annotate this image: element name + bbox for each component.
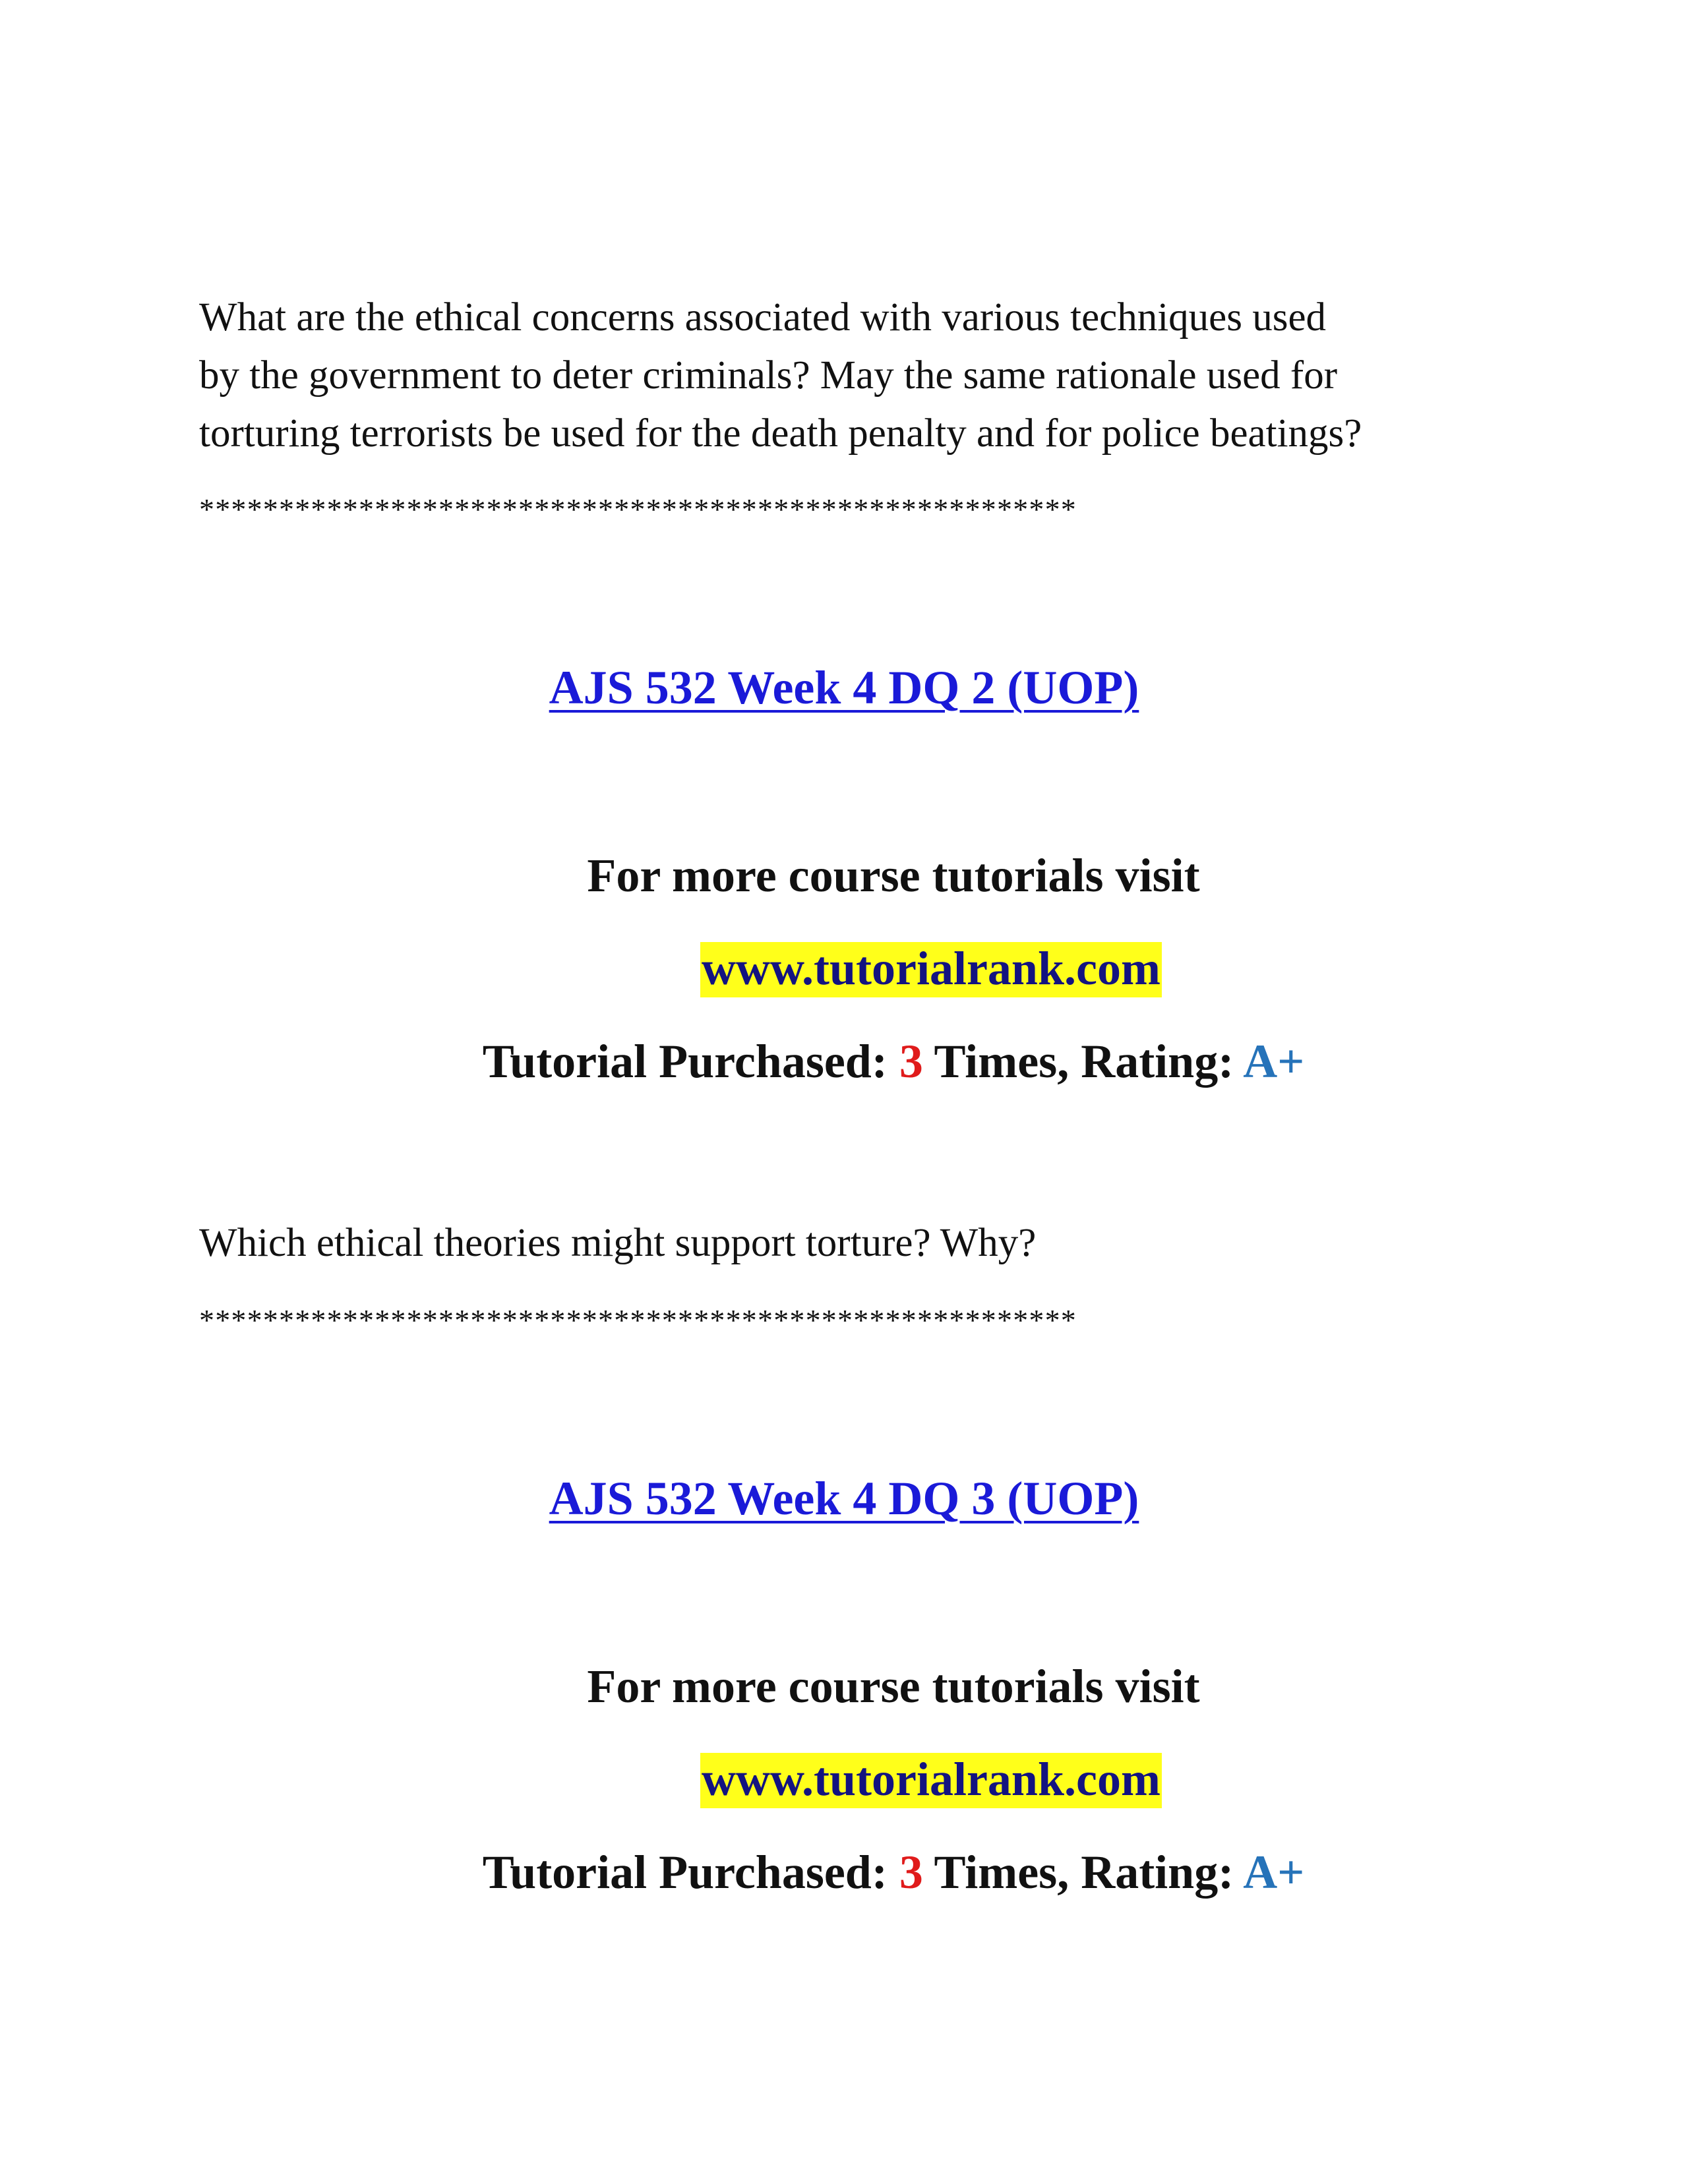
tutorial-title-2 [0,1469,1688,1528]
purchased-label: Tutorial Purchased: [482,1035,899,1088]
tutorial-title-link[interactable]: AJS 532 Week 4 DQ 3 (UOP) [549,1472,1139,1525]
site-url-2 [700,1750,1162,1809]
times-rating-label: Times, Rating: [922,1846,1244,1899]
separator-stars-1: ******************************************************* [199,492,1077,526]
visit-text-1: For more course tutorials visit [587,849,1200,902]
question-line: torturing terrorists be used for the death penalty and for police beatings? [199,411,1362,456]
purchased-count: 3 [899,1846,923,1899]
question-paragraph-1 [199,289,1518,463]
question-paragraph-2: Which ethical theories might support torture? Why? [199,1221,1037,1265]
rating-value: A+ [1243,1035,1305,1088]
question-line: What are the ethical concerns associated with various techniques used [199,295,1327,339]
separator-stars-2: ******************************************************* [199,1303,1077,1337]
rating-value: A+ [1243,1846,1305,1899]
site-url-link[interactable]: www.tutorialrank.com [700,1753,1162,1808]
purchased-count: 3 [899,1035,923,1088]
question-line: by the government to deter criminals? May the same rationale used for [199,353,1338,398]
site-url-link[interactable]: www.tutorialrank.com [700,942,1162,997]
purchased-label: Tutorial Purchased: [482,1846,899,1899]
tutorial-title-link[interactable]: AJS 532 Week 4 DQ 2 (UOP) [549,661,1139,714]
times-rating-label: Times, Rating: [922,1035,1244,1088]
purchase-info-2 [0,1843,1688,1902]
purchase-info-1 [0,1032,1688,1091]
visit-text-2: For more course tutorials visit [587,1660,1200,1713]
site-url-1 [700,939,1162,998]
tutorial-title-1 [0,658,1688,717]
